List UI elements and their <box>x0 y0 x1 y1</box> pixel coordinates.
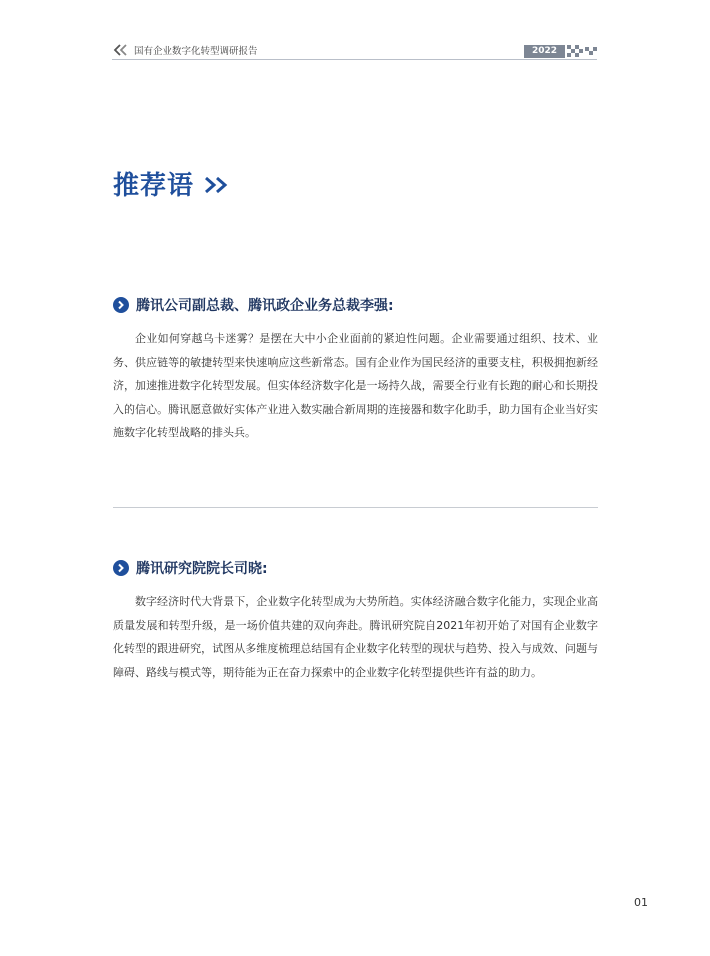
page-number: 01 <box>634 896 648 909</box>
checker-pattern-icon <box>567 45 597 59</box>
section-title: 腾讯研究院院长司晓: <box>136 561 268 577</box>
double-chevron-right-icon <box>203 175 231 195</box>
page-header <box>112 42 597 62</box>
chevron-right-circle-icon <box>113 560 129 576</box>
section-divider <box>113 507 598 508</box>
report-title: 国有企业数字化转型调研报告 <box>134 46 258 57</box>
section-body: 数字经济时代大背景下，企业数字化转型成为大势所趋。实体经济融合数字化能力，实现企业高质量发展和转型升级，是一场价值共建的双向奔赴。腾讯研究院自2021年初开始了对国有企业数字化转型的跟进研究，试图从多维度梳理总结国有企业数字化转型的现状与趋势、投入与成效、问题与障碍、路线与模式等，期待能为正在奋力探索中的企业数字化转型提供些许有益的助力。 <box>113 595 598 679</box>
chevron-right-circle-icon <box>113 297 129 313</box>
section-body: 企业如何穿越乌卡迷雾？是摆在大中小企业面前的紧迫性问题。企业需要通过组织、技术、业务、供应链等的敏捷转型来快速响应这些新常态。国有企业作为国民经济的重要支柱，积极拥抱新经济，加速推进数字化转型发展。但实体经济数字化是一场持久战，需要全行业有长跑的耐心和长期投入的信心。腾讯愿意做好实体产业进入数实融合新周期的连接器和数字化助手，助力国有企业当好实施数字化转型战略的排头兵。 <box>113 332 598 439</box>
recommendation-section-1 <box>113 295 598 445</box>
recommendation-section-2 <box>113 558 598 684</box>
page-title: 推荐语 <box>113 171 195 201</box>
header-divider <box>112 59 597 60</box>
section-title: 腾讯公司副总裁、腾讯政企业务总裁李强: <box>136 298 394 314</box>
year-badge: 2022 <box>524 45 565 58</box>
double-chevron-left-icon <box>112 44 130 56</box>
